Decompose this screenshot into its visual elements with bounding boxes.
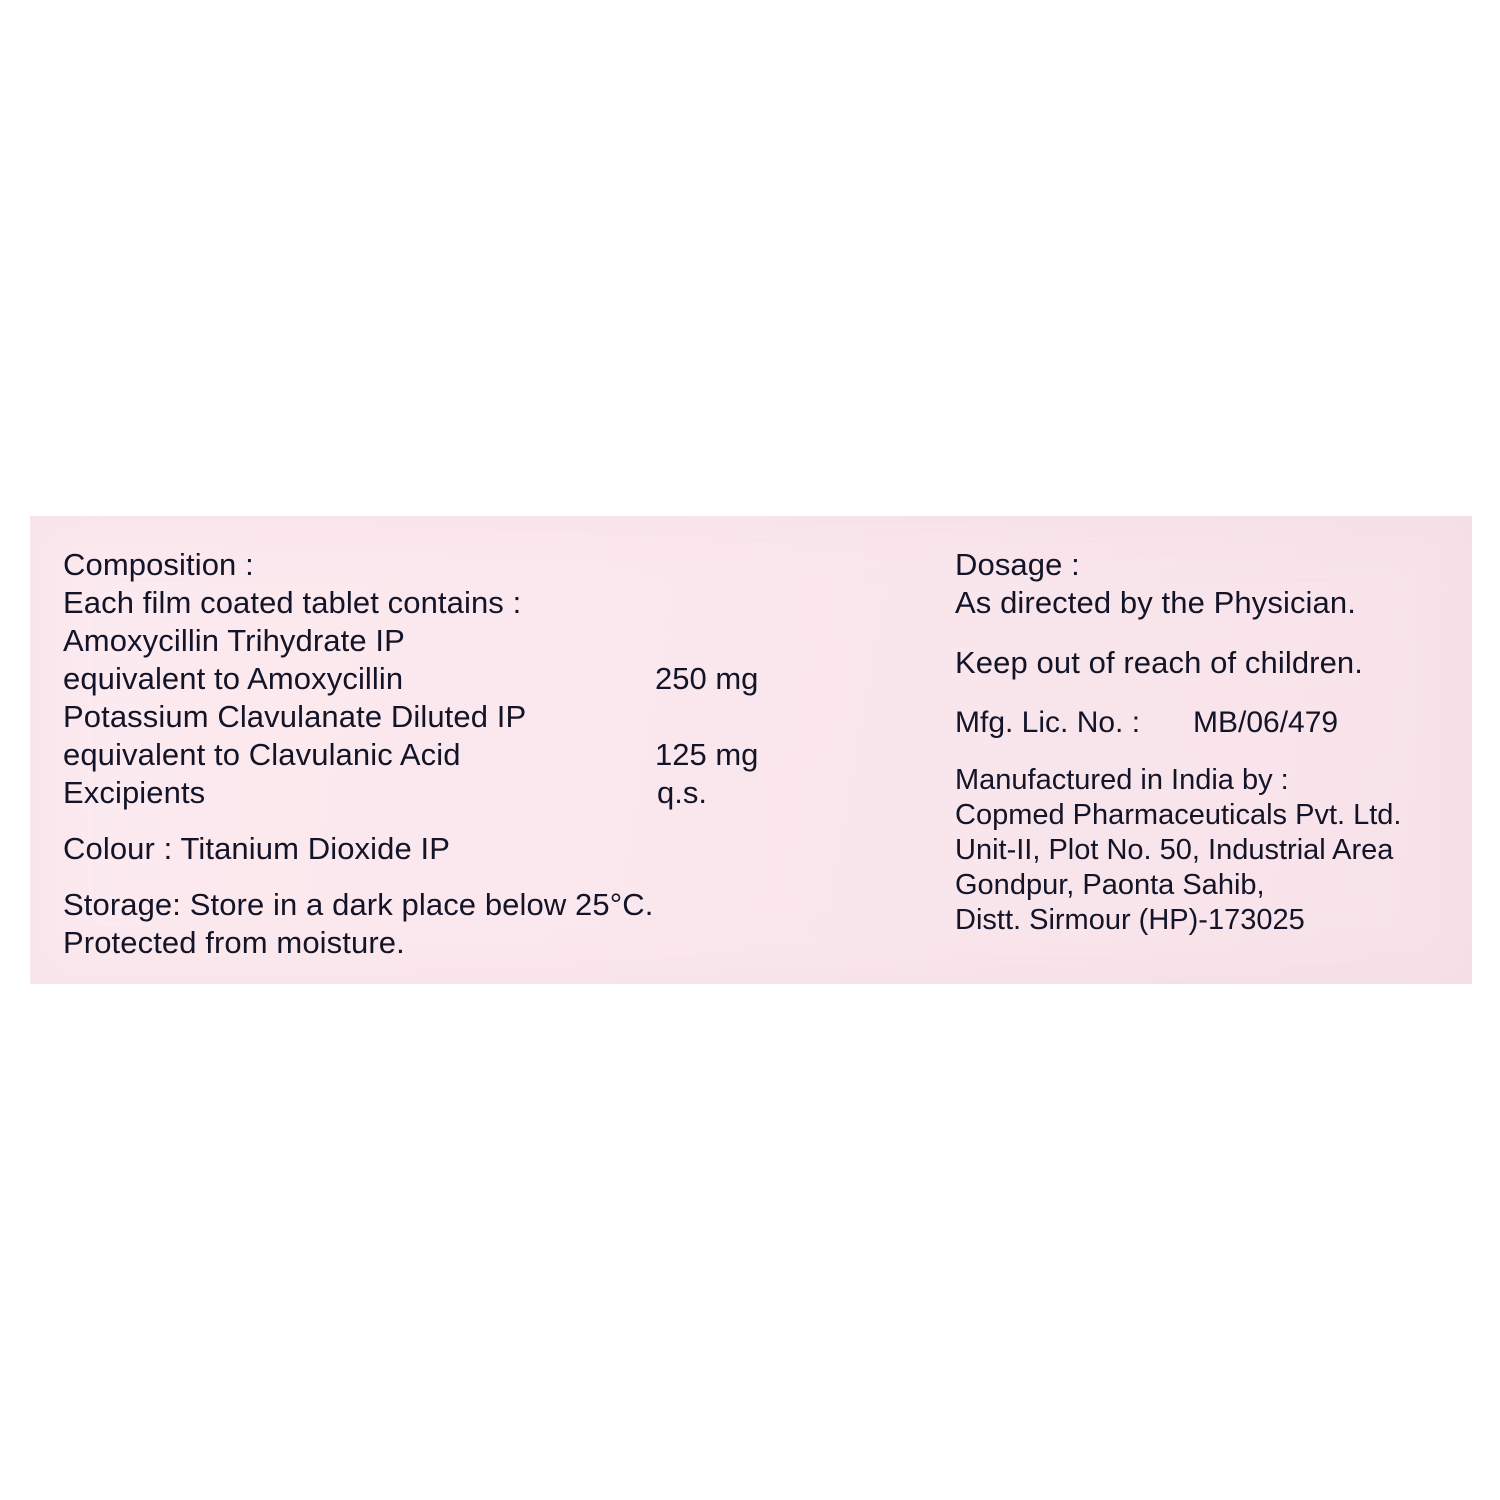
dosage-heading: Dosage :	[955, 547, 1080, 582]
spacer-colour	[63, 812, 753, 830]
keep-out-of-reach-warning: Keep out of reach of children.	[955, 645, 1363, 680]
ingredient-3-amount: q.s.	[657, 775, 707, 810]
composition-heading: Composition :	[63, 547, 254, 582]
spacer-mfg-lic	[955, 682, 1475, 704]
mfg-lic-value: MB/06/479	[1193, 706, 1339, 739]
ingredient-2-amount: 125 mg	[655, 737, 759, 772]
manufactured-intro: Manufactured in India by :	[955, 764, 1289, 796]
ingredient-3-row	[63, 774, 753, 812]
mfg-lic-label: Mfg. Lic. No. :	[955, 706, 1141, 739]
manufacturer-address-line-3: Distt. Sirmour (HP)-173025	[955, 904, 1305, 936]
dosage-text: As directed by the Physician.	[955, 585, 1356, 620]
manufacturer-name: Copmed Pharmaceuticals Pvt. Ltd.	[955, 799, 1402, 831]
manufacturer-address-line-1: Unit-II, Plot No. 50, Industrial Area	[955, 834, 1394, 866]
mfg-lic-row	[955, 704, 1475, 741]
dosage-manufacturer-section	[955, 546, 1475, 938]
ingredient-2-name-line2: equivalent to Clavulanic Acid	[63, 737, 461, 772]
composition-contains-line: Each film coated tablet contains :	[63, 585, 522, 620]
ingredient-2-row	[63, 736, 759, 774]
spacer-manufacturer	[955, 741, 1475, 763]
storage-line-1: Storage: Store in a dark place below 25°C.	[63, 887, 654, 922]
manufacturer-address-line-2: Gondpur, Paonta Sahib,	[955, 869, 1265, 901]
spacer-storage	[63, 868, 753, 886]
composition-section	[63, 546, 759, 962]
ingredient-1-name-line1: Amoxycillin Trihydrate IP	[63, 623, 405, 658]
colour-line: Colour : Titanium Dioxide IP	[63, 831, 451, 866]
ingredient-3-name: Excipients	[63, 775, 206, 810]
ingredient-1-amount: 250 mg	[655, 661, 759, 696]
storage-line-2: Protected from moisture.	[63, 925, 405, 960]
medicine-carton-panel	[30, 516, 1472, 984]
spacer-warning	[955, 622, 1475, 644]
ingredient-1-row	[63, 660, 759, 698]
ingredient-2-name-line1: Potassium Clavulanate Diluted IP	[63, 699, 527, 734]
ingredient-1-name-line2: equivalent to Amoxycillin	[63, 661, 404, 696]
